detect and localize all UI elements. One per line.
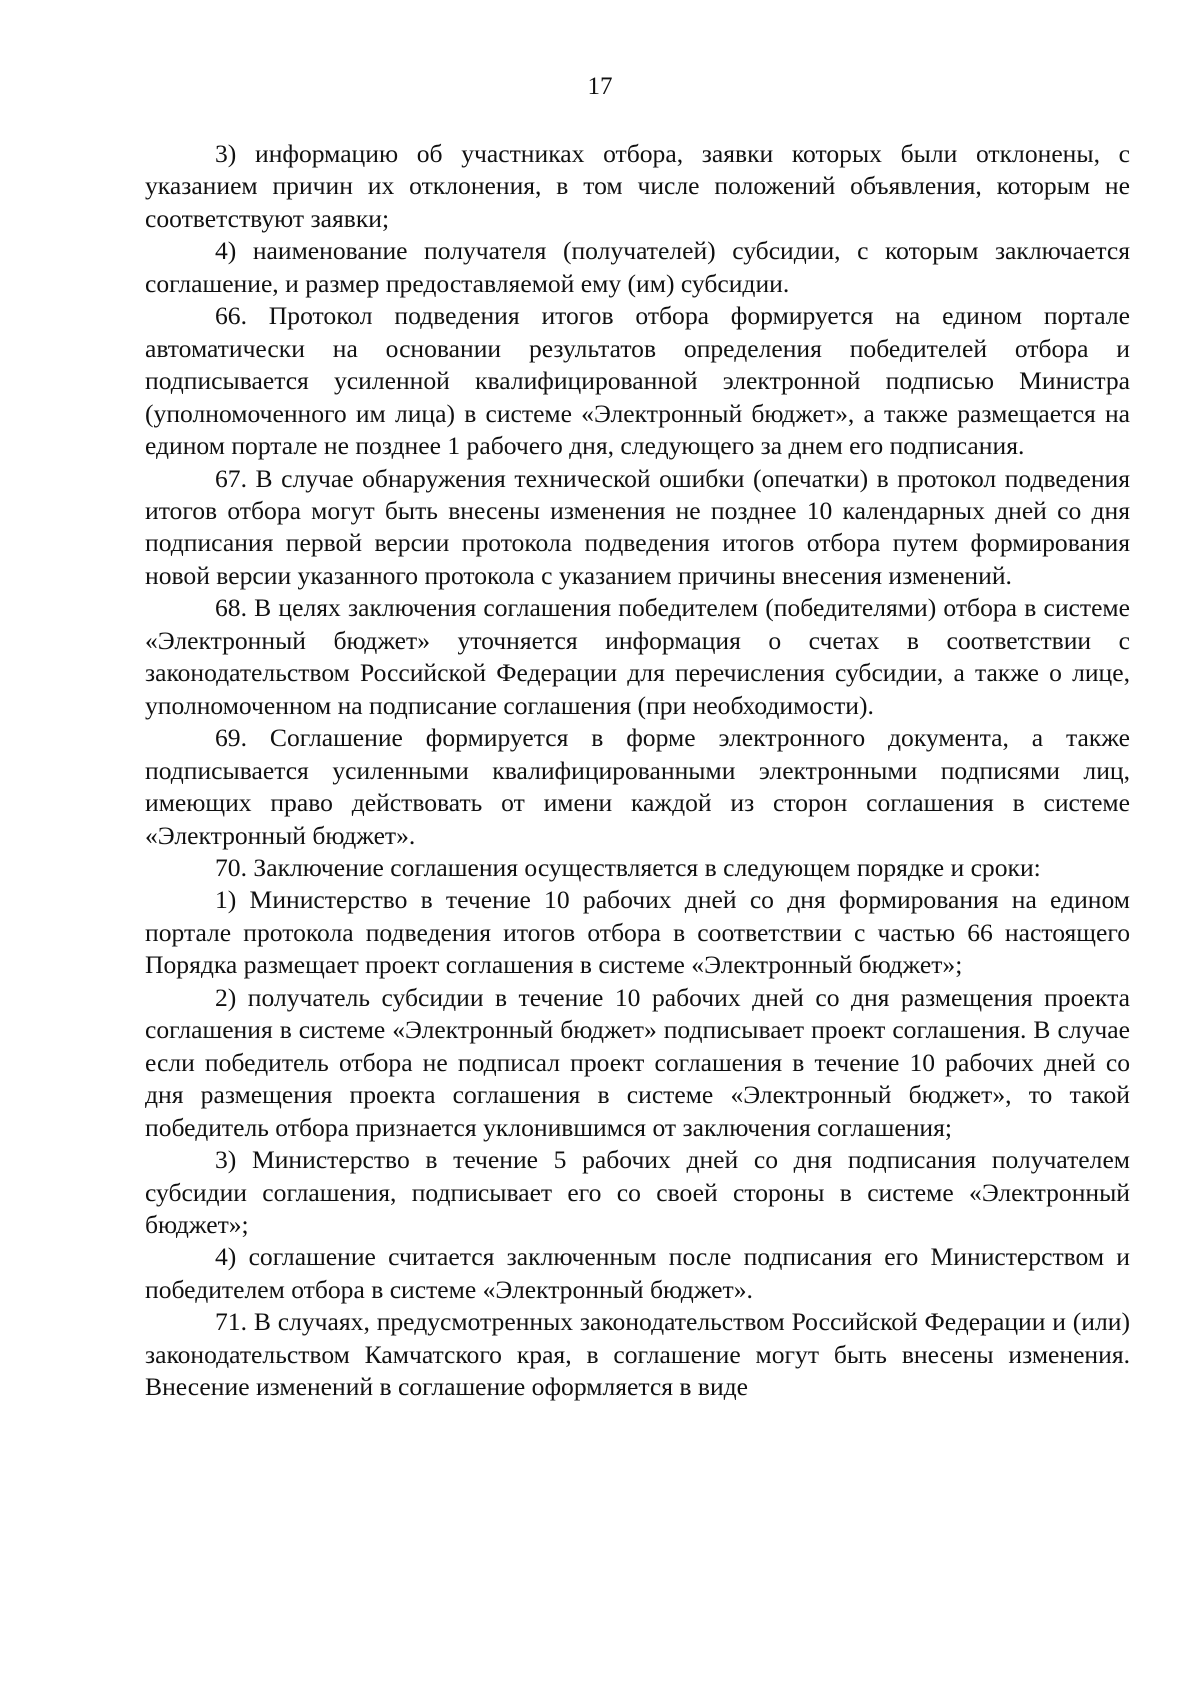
paragraph-item-3: 3) информацию об участниках отбора, заявки которых были отклонены, с указанием причин их отклонения, в том числе положений объявления, которым не соответствуют заявки; (145, 139, 1130, 233)
paragraph-66: 66. Протокол подведения итогов отбора формируется на едином портале автоматически на основании результатов определения победителей отбора и подписывается усиленной квалифицированной электронной подписью Министра (уполномоченного им лица) в системе «Электронный бюджет», а также размещается на едином портале не позднее 1 рабочего дня, следующего за днем его подписания. (145, 301, 1130, 461)
document-body (145, 138, 1130, 1404)
paragraph-70: 70. Заключение соглашения осуществляется в следующем порядке и сроки: (215, 852, 1041, 882)
paragraph-70-item-3: 3) Министерство в течение 5 рабочих дней со дня подписания получателем субсидии соглашения, подписывает его со своей стороны в системе «Электронный бюджет»; (145, 1145, 1130, 1239)
paragraph-item-4: 4) наименование получателя (получателей) субсидии, с которым заключается соглашение, и размер предоставляемой ему (им) субсидии. (145, 236, 1130, 298)
paragraph-70-item-1: 1) Министерство в течение 10 рабочих дней со дня формирования на едином портале протокола подведения итогов отбора в соответствии с частью 66 настоящего Порядка размещает проект соглашения в системе «Электронный бюджет»; (145, 885, 1130, 980)
paragraph-67: 67. В случае обнаружения технической ошибки (опечатки) в протокол подведения итогов отбора могут быть внесены изменения не позднее 10 календарных дней со дня подписания первой версии протокола подведения итогов отбора путем формирования новой версии указанного протокола с указанием причины внесения изменений. (145, 463, 1130, 590)
paragraph-70-item-2: 2) получатель субсидии в течение 10 рабочих дней со дня размещения проекта соглашения в системе «Электронный бюджет» подписывает проект соглашения. В случае если победитель отбора не подписал проект соглашения в течение 10 рабочих дней со дня размещения проекта соглашения в системе «Электронный бюджет», то такой победитель отбора признается уклонившимся от заключения соглашения; (145, 982, 1130, 1142)
paragraph-68: 68. В целях заключения соглашения победителем (победителями) отбора в системе «Электронный бюджет» уточняется информация о счетах в соответствии с законодательством Российской Федерации для перечисления субсидии, а также о лице, уполномоченном на подписание соглашения (при необходимости). (145, 593, 1130, 720)
paragraph-70-item-4: 4) соглашение считается заключенным после подписания его Министерством и победителем отбора в системе «Электронный бюджет». (145, 1242, 1130, 1304)
paragraph-71: 71. В случаях, предусмотренных законодательством Российской Федерации и (или) законодательством Камчатского края, в соглашение могут быть внесены изменения. Внесение изменений в соглашение оформляется в виде (145, 1307, 1130, 1402)
paragraph-69: 69. Соглашение формируется в форме электронного документа, а также подписывается усиленными квалифицированными электронными подписями лиц, имеющих право действовать от имени каждой из сторон соглашения в системе «Электронный бюджет». (145, 723, 1130, 850)
page-number: 17 (587, 73, 613, 100)
